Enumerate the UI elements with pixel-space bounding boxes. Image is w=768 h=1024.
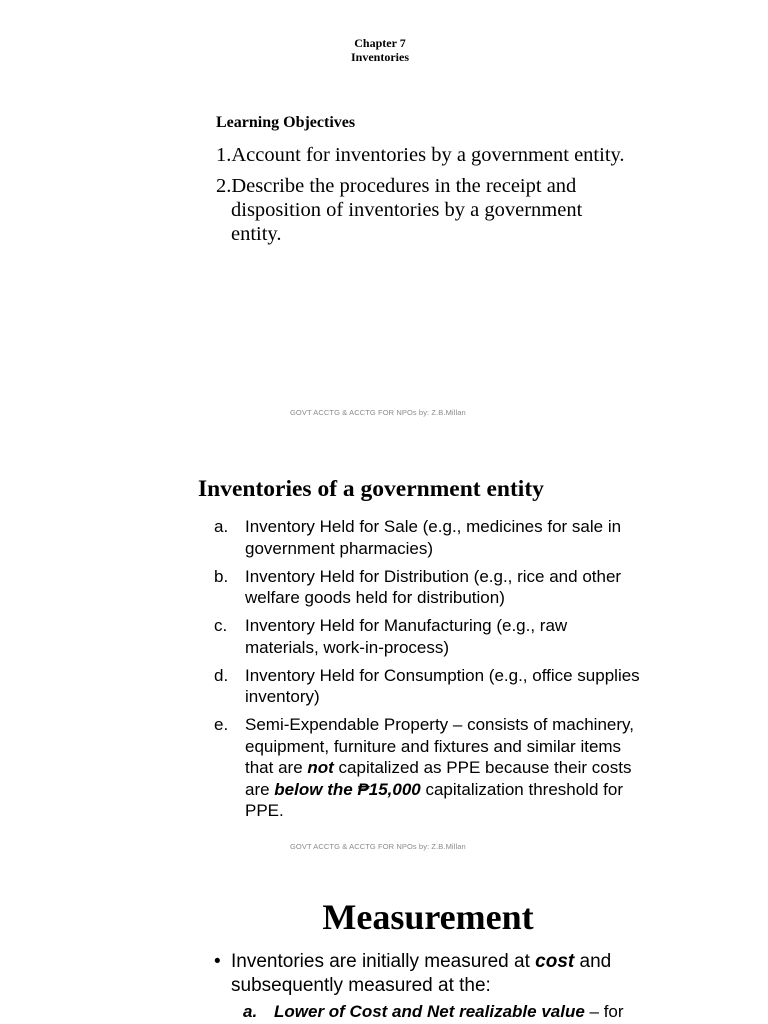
list-marker: c. xyxy=(214,616,228,635)
list-item-text: Inventory Held for Consumption (e.g., office supplies inventory) xyxy=(245,665,640,706)
list-item-text: Inventory Held for Distribution (e.g., rice and other welfare goods held for distribution) xyxy=(245,566,622,607)
list-item xyxy=(214,566,644,609)
objectives-list xyxy=(216,143,636,253)
text-segment: – for xyxy=(584,1002,624,1021)
learning-objectives-heading: Learning Objectives xyxy=(216,114,356,131)
objective-item: 1.Account for inventories by a government entity. xyxy=(216,144,625,166)
list-item-text: Inventory Held for Sale (e.g., medicines for sale in government pharmacies) xyxy=(245,517,622,558)
text-segment: Inventories are initially measured at xyxy=(231,951,536,972)
list-marker: a. xyxy=(214,517,229,536)
list-item-semi-expendable xyxy=(214,714,644,822)
list-marker: b. xyxy=(214,566,229,586)
list-marker: a. xyxy=(243,1002,258,1021)
chapter-header xyxy=(0,36,760,64)
slide-title: Measurement xyxy=(322,897,534,937)
bullet-text xyxy=(231,950,654,998)
list-item xyxy=(214,516,644,559)
bullet-icon: • xyxy=(214,951,221,972)
text-segment: Semi-Expendable Property – consists of machinery, equipment, furniture and fixtures and similar items that are xyxy=(245,715,634,777)
list-marker: d. xyxy=(214,665,229,685)
sub-item-text xyxy=(274,1001,624,1023)
emphasis-lcnrv: Lower of Cost and Net realizable value xyxy=(274,1002,585,1021)
chapter-subject: Inventories xyxy=(351,50,409,64)
slide-footer: GOVT ACCTG & ACCTG FOR NPOs by: Z.B.Millan xyxy=(290,408,466,417)
measurement-bullet xyxy=(214,950,654,998)
text-segment: and subsequently measured at the: xyxy=(231,951,612,996)
list-item-text xyxy=(245,714,644,822)
objective-item: 2.Describe the procedures in the receipt and disposition of inventories by a government entity. xyxy=(216,175,583,245)
text-segment: capitalization threshold for PPE. xyxy=(245,779,623,820)
inventory-types-list xyxy=(214,516,644,828)
list-marker: e. xyxy=(214,715,229,734)
text-segment: capitalized as PPE because their costs are xyxy=(245,758,632,799)
emphasis-cost: cost xyxy=(535,951,575,972)
slide-title: Inventories of a government entity xyxy=(198,476,544,502)
measurement-sub-item xyxy=(243,1001,663,1023)
list-item xyxy=(214,665,644,708)
emphasis-not: not xyxy=(307,758,334,777)
list-item-text: Inventory Held for Manufacturing (e.g., raw materials, work-in-process) xyxy=(245,616,568,657)
list-item xyxy=(214,615,644,658)
slide-footer: GOVT ACCTG & ACCTG FOR NPOs by: Z.B.Millan xyxy=(290,842,466,851)
emphasis-threshold: below the ₱15,000 xyxy=(274,779,421,799)
chapter-number: Chapter 7 xyxy=(354,36,406,50)
